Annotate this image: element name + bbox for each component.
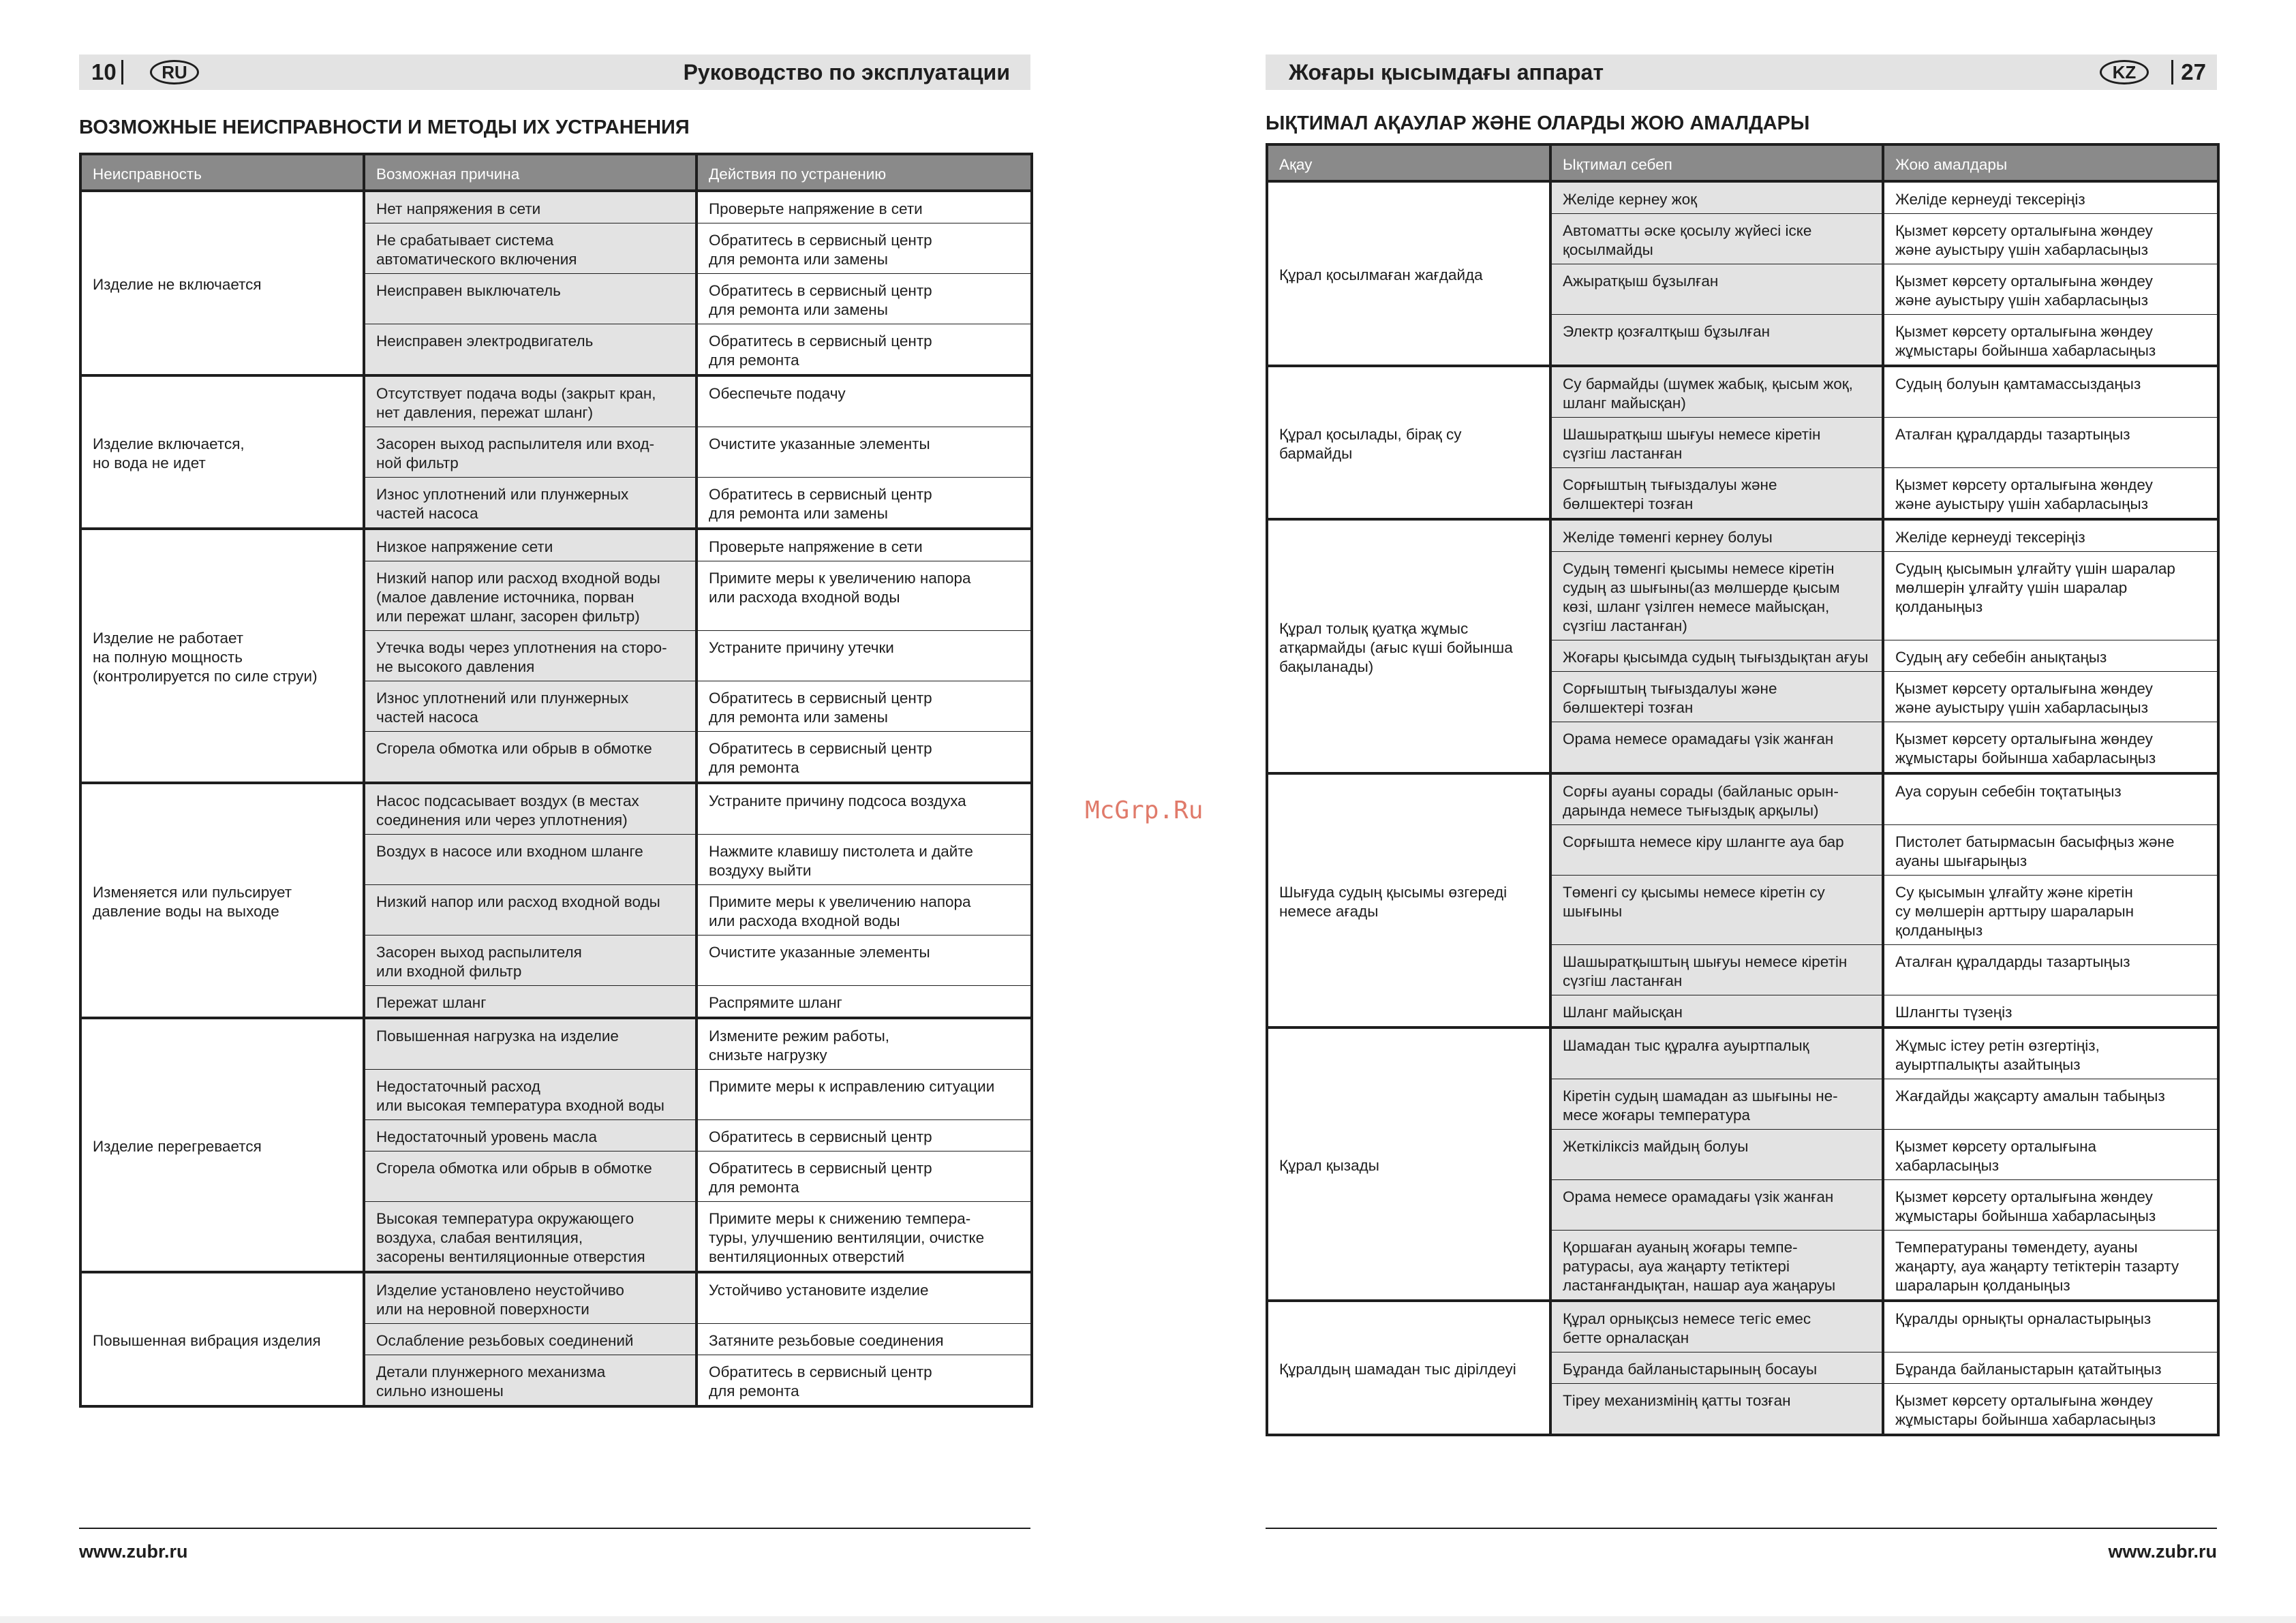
cause-cell: Шамадан тыс құралға ауыртпалық (1550, 1027, 1883, 1079)
cause-cell: Износ уплотнений или плунжерных частей насоса (364, 681, 697, 732)
header-title: Жоғары қысымдағы аппарат (1289, 60, 1604, 84)
cause-cell: Шланг майысқан (1550, 995, 1883, 1028)
cause-cell: Повышенная нагрузка на изделие (364, 1018, 697, 1070)
action-cell: Аталған құралдарды тазартыңыз (1883, 418, 2218, 468)
scan-bottom-band (0, 1616, 2296, 1623)
table-row (1267, 519, 2218, 552)
action-cell: Қызмет көрсету орталығына жөндеу және ауыстыру үшін хабарласыңыз (1883, 264, 2218, 315)
fault-cell: Повышенная вибрация изделия (80, 1272, 364, 1406)
footer-url[interactable]: www.zubr.ru (2108, 1541, 2217, 1562)
cause-cell: Жеткіліксіз майдың болуы (1550, 1130, 1883, 1180)
action-cell: Қызмет көрсету орталығына жөндеу жұмыстары бойынша хабарласыңыз (1883, 1384, 2218, 1436)
column-header-action: Жою амалдары (1883, 144, 2218, 181)
cause-cell: Неисправен электродвигатель (364, 324, 697, 376)
cause-cell: Неисправен выключатель (364, 274, 697, 324)
fault-cell: Құрал қосылады, бірақ су бармайды (1267, 366, 1550, 519)
cause-cell: Сгорела обмотка или обрыв в обмотке (364, 732, 697, 784)
cause-cell: Бұранда байланыстарының босауы (1550, 1352, 1883, 1384)
fault-cell: Изделие включается, но вода не идет (80, 375, 364, 529)
action-cell: Устраните причину утечки (697, 631, 1032, 681)
table-row (1267, 773, 2218, 825)
language-badge: RU (150, 60, 199, 84)
action-cell: Примите меры к исправлению ситуации (697, 1070, 1032, 1120)
action-cell: Обратитесь в сервисный центр для ремонта или замены (697, 681, 1032, 732)
cause-cell: Нет напряжения в сети (364, 191, 697, 223)
action-cell: Су қысымын ұлғайту және кіретін су мөлшерін арттыру шараларын қолданыңыз (1883, 876, 2218, 945)
action-cell: Проверьте напряжение в сети (697, 529, 1032, 561)
action-cell: Измените режим работы, снизьте нагрузку (697, 1018, 1032, 1070)
table-row (1267, 1027, 2218, 1079)
action-cell: Бұранда байланыстарын қатайтыңыз (1883, 1352, 2218, 1384)
cause-cell: Желіде кернеу жоқ (1550, 181, 1883, 214)
action-cell: Қызмет көрсету орталығына жөндеу жұмыстары бойынша хабарласыңыз (1883, 722, 2218, 774)
action-cell: Устраните причину подсоса воздуха (697, 783, 1032, 835)
action-cell: Распрямите шланг (697, 986, 1032, 1019)
page-header (79, 55, 1030, 90)
cause-cell: Электр қозғалтқыш бұзылған (1550, 315, 1883, 367)
left-page (79, 0, 1030, 1623)
action-cell: Шлангты түзеңіз (1883, 995, 2218, 1028)
section-title: ВОЗМОЖНЫЕ НЕИСПРАВНОСТИ И МЕТОДЫ ИХ УСТРАНЕНИЯ (79, 117, 690, 138)
action-cell: Обеспечьте подачу (697, 375, 1032, 427)
action-cell: Обратитесь в сервисный центр для ремонта (697, 1355, 1032, 1407)
action-cell: Судың қысымын ұлғайту үшін шаралар мөлшерін ұлғайту үшін шаралар қолданыңыз (1883, 552, 2218, 640)
action-cell: Обратитесь в сервисный центр для ремонта (697, 324, 1032, 376)
header-divider (121, 60, 123, 84)
action-cell: Обратитесь в сервисный центр для ремонта или замены (697, 274, 1032, 324)
column-header-action: Действия по устранению (697, 154, 1032, 191)
cause-cell: Ажыратқыш бұзылған (1550, 264, 1883, 315)
action-cell: Қызмет көрсету орталығына жөндеу және ауыстыру үшін хабарласыңыз (1883, 672, 2218, 722)
cause-cell: Низкий напор или расход входной воды (364, 885, 697, 936)
fault-cell: Изделие не работает на полную мощность (контролируется по силе струи) (80, 529, 364, 783)
cause-cell: Сгорела обмотка или обрыв в обмотке (364, 1151, 697, 1202)
cause-cell: Шашыратқыштың шығуы немесе кіретін сүзгіш ластанған (1550, 945, 1883, 995)
action-cell: Қызмет көрсету орталығына хабарласыңыз (1883, 1130, 2218, 1180)
action-cell: Устойчиво установите изделие (697, 1272, 1032, 1324)
table-row (80, 375, 1032, 427)
column-header-cause: Возможная причина (364, 154, 697, 191)
cause-cell: Не срабатывает система автоматического включения (364, 223, 697, 274)
action-cell: Затяните резьбовые соединения (697, 1324, 1032, 1355)
cause-cell: Воздух в насосе или входном шланге (364, 835, 697, 885)
cause-cell: Кіретін судың шамадан аз шығыны не- месе жоғары температура (1550, 1079, 1883, 1130)
cause-cell: Низкий напор или расход входной воды (малое давление источника, порван или пережат шланг, засорен фильтр) (364, 561, 697, 631)
cause-cell: Засорен выход распылителя или вход- ной фильтр (364, 427, 697, 478)
action-cell: Обратитесь в сервисный центр для ремонта или замены (697, 478, 1032, 529)
cause-cell: Низкое напряжение сети (364, 529, 697, 561)
header-divider (2171, 60, 2173, 84)
table-header-row (1267, 144, 2218, 181)
cause-cell: Құрал орнықсыз немесе тегіс емес бетте орналасқан (1550, 1301, 1883, 1352)
action-cell: Пистолет батырмасын басыфңыз және ауаны шығарыңыз (1883, 825, 2218, 876)
footer-divider (79, 1528, 1030, 1529)
action-cell: Температураны төмендету, ауаны жаңарту, ауа жаңарту тетіктерін тазарту шараларын қолданыңыз (1883, 1231, 2218, 1301)
cause-cell: Су бармайды (шүмек жабық, қысым жоқ, шланг майысқан) (1550, 366, 1883, 418)
cause-cell: Насос подсасывает воздух (в местах соединения или через уплотнения) (364, 783, 697, 835)
page-number: 27 (2181, 59, 2206, 84)
fault-cell: Изделие перегревается (80, 1018, 364, 1272)
fault-cell: Құрал қосылмаған жағдайда (1267, 181, 1550, 366)
page-header (1266, 55, 2217, 90)
action-cell: Очистите указанные элементы (697, 936, 1032, 986)
cause-cell: Износ уплотнений или плунжерных частей насоса (364, 478, 697, 529)
table-row (80, 191, 1032, 223)
action-cell: Проверьте напряжение в сети (697, 191, 1032, 223)
cause-cell: Утечка воды через уплотнения на сторо- не высокого давления (364, 631, 697, 681)
action-cell: Нажмите клавишу пистолета и дайте воздуху выйти (697, 835, 1032, 885)
action-cell: Судың ағу себебін анықтаңыз (1883, 640, 2218, 672)
table-body (80, 191, 1032, 1406)
cause-cell: Сорғыштың тығыздалуы және бөлшектері тозған (1550, 468, 1883, 520)
action-cell: Жұмыс істеу ретін өзгертіңіз, ауыртпалықты азайтыңыз (1883, 1027, 2218, 1079)
cause-cell: Пережат шланг (364, 986, 697, 1019)
fault-cell: Шығуда судың қысымы өзгереді немесе ағады (1267, 773, 1550, 1027)
language-badge: KZ (2100, 60, 2149, 84)
table-row (80, 1272, 1032, 1324)
action-cell: Жағдайды жақсарту амалын табыңыз (1883, 1079, 2218, 1130)
watermark: McGrp.Ru (1085, 797, 1204, 824)
section-title: ЫҚТИМАЛ АҚАУЛАР ЖӘНЕ ОЛАРДЫ ЖОЮ АМАЛДАРЫ (1266, 112, 1810, 134)
action-cell: Судың болуын қамтамассыздаңыз (1883, 366, 2218, 418)
right-page (1266, 0, 2217, 1623)
action-cell: Примите меры к снижению темпера- туры, улучшению вентиляции, очистке вентиляционных отверстий (697, 1202, 1032, 1273)
cause-cell: Ослабление резьбовых соединений (364, 1324, 697, 1355)
cause-cell: Судың төменгі қысымы немесе кіретін судың аз шығыны(аз мөлшерде қысым көзі, шланг үзілген немесе майысқан, сүзгіш ластанған) (1550, 552, 1883, 640)
action-cell: Қызмет көрсету орталығына жөндеу және ауыстыру үшін хабарласыңыз (1883, 214, 2218, 264)
page-number: 10 (91, 59, 117, 84)
troubleshooting-table (1266, 143, 2220, 1436)
cause-cell: Отсутствует подача воды (закрыт кран, нет давления, пережат шланг) (364, 375, 697, 427)
cause-cell: Шашыратқыш шығуы немесе кіретін сүзгіш ластанған (1550, 418, 1883, 468)
fault-cell: Құрал қызады (1267, 1027, 1550, 1301)
action-cell: Ауа соруын себебін тоқтатыңыз (1883, 773, 2218, 825)
cause-cell: Высокая температура окружающего воздуха, слабая вентиляция, засорены вентиляционные отверстия (364, 1202, 697, 1273)
action-cell: Обратитесь в сервисный центр для ремонта (697, 732, 1032, 784)
cause-cell: Тіреу механизмінің қатты тозған (1550, 1384, 1883, 1436)
troubleshooting-table (79, 153, 1033, 1408)
cause-cell: Детали плунжерного механизма сильно изношены (364, 1355, 697, 1407)
footer-url[interactable]: www.zubr.ru (79, 1541, 188, 1562)
column-header-fault: Ақау (1267, 144, 1550, 181)
cause-cell: Орама немесе орамадағы үзік жанған (1550, 1180, 1883, 1231)
fault-cell: Изменяется или пульсирует давление воды на выходе (80, 783, 364, 1018)
table-row (1267, 1301, 2218, 1352)
action-cell: Аталған құралдарды тазартыңыз (1883, 945, 2218, 995)
header-title: Руководство по эксплуатации (683, 60, 1010, 84)
cause-cell: Сорғышта немесе кіру шлангте ауа бар (1550, 825, 1883, 876)
table-body (1267, 181, 2218, 1435)
cause-cell: Автоматты әске қосылу жүйесі іске қосылмайды (1550, 214, 1883, 264)
table-row (80, 529, 1032, 561)
action-cell: Обратитесь в сервисный центр для ремонта (697, 1151, 1032, 1202)
table-row (1267, 366, 2218, 418)
column-header-fault: Неисправность (80, 154, 364, 191)
action-cell: Примите меры к увеличению напора или расхода входной воды (697, 561, 1032, 631)
action-cell: Қызмет көрсету орталығына жөндеу жұмыстары бойынша хабарласыңыз (1883, 1180, 2218, 1231)
action-cell: Обратитесь в сервисный центр (697, 1120, 1032, 1151)
action-cell: Очистите указанные элементы (697, 427, 1032, 478)
footer-divider (1266, 1528, 2217, 1529)
table-row (1267, 181, 2218, 214)
cause-cell: Төменгі су қысымы немесе кіретін су шығыны (1550, 876, 1883, 945)
cause-cell: Қоршаған ауаның жоғары темпе- ратурасы, ауа жаңарту тетіктері ластанғандықтан, нашар ауа жаңаруы (1550, 1231, 1883, 1301)
cause-cell: Засорен выход распылителя или входной фильтр (364, 936, 697, 986)
action-cell: Қызмет көрсету орталығына жөндеу және ауыстыру үшін хабарласыңыз (1883, 468, 2218, 520)
cause-cell: Жоғары қысымда судың тығыздықтан ағуы (1550, 640, 1883, 672)
fault-cell: Құрал толық қуатқа жұмыс атқармайды (ағыс күші бойынша бақыланады) (1267, 519, 1550, 773)
table-header-row (80, 154, 1032, 191)
cause-cell: Орама немесе орамадағы үзік жанған (1550, 722, 1883, 774)
cause-cell: Желіде төменгі кернеу болуы (1550, 519, 1883, 552)
action-cell: Примите меры к увеличению напора или расхода входной воды (697, 885, 1032, 936)
fault-cell: Изделие не включается (80, 191, 364, 375)
action-cell: Желіде кернеуді тексеріңіз (1883, 519, 2218, 552)
action-cell: Обратитесь в сервисный центр для ремонта или замены (697, 223, 1032, 274)
fault-cell: Құралдың шамадан тыс дірілдеуі (1267, 1301, 1550, 1435)
table-row (80, 783, 1032, 835)
table-row (80, 1018, 1032, 1070)
cause-cell: Недостаточный уровень масла (364, 1120, 697, 1151)
cause-cell: Недостаточный расход или высокая температура входной воды (364, 1070, 697, 1120)
action-cell: Құралды орнықты орналастырыңыз (1883, 1301, 2218, 1352)
cause-cell: Сорғыштың тығыздалуы және бөлшектері тозған (1550, 672, 1883, 722)
action-cell: Желіде кернеуді тексеріңіз (1883, 181, 2218, 214)
column-header-cause: Ықтимал себеп (1550, 144, 1883, 181)
action-cell: Қызмет көрсету орталығына жөндеу жұмыстары бойынша хабарласыңыз (1883, 315, 2218, 367)
cause-cell: Изделие установлено неустойчиво или на неровной поверхности (364, 1272, 697, 1324)
cause-cell: Сорғы ауаны сорады (байланыс орын- дарында немесе тығыздық арқылы) (1550, 773, 1883, 825)
